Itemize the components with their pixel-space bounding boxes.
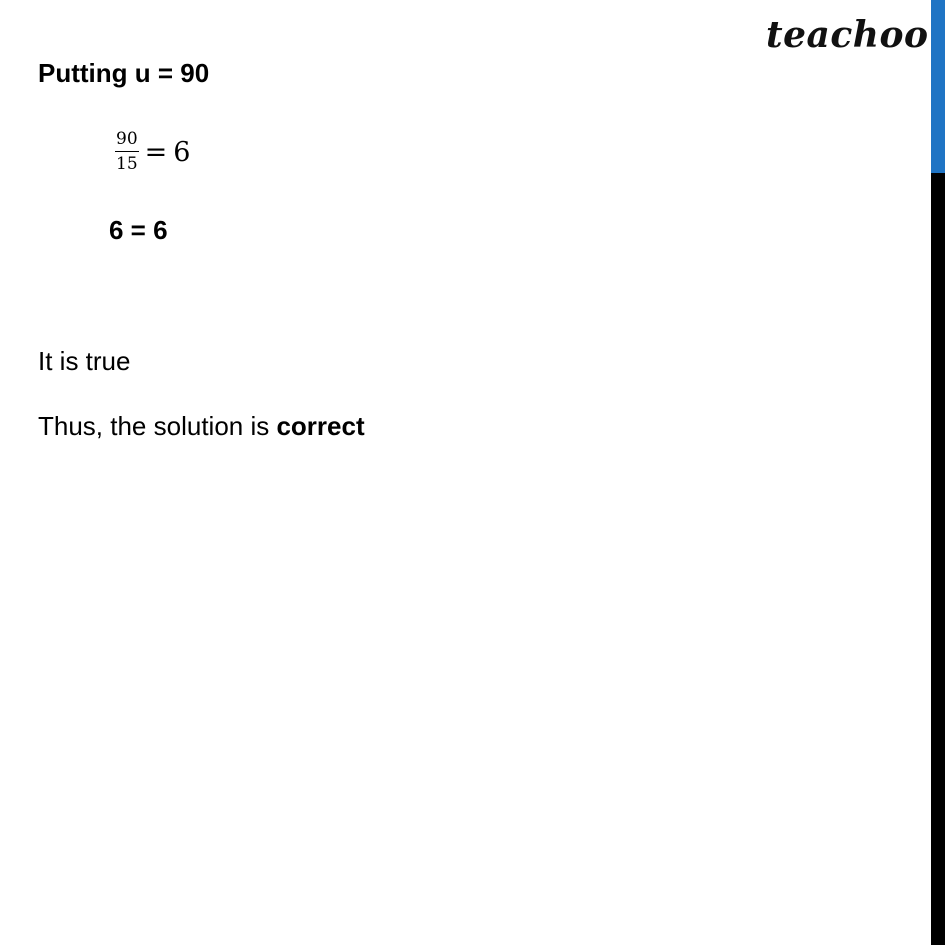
heading-putting-u: Putting u = 90 <box>38 58 210 88</box>
equality-check: 6 = 6 <box>109 215 168 245</box>
fraction-numerator: 90 <box>115 130 139 152</box>
teachoo-logo: teachoo <box>766 14 929 56</box>
equals-sign: = <box>144 136 168 168</box>
fraction-denominator: 15 <box>116 154 138 174</box>
statement-true: It is true <box>38 346 131 376</box>
equation-rhs: 6 <box>173 136 191 168</box>
equation-fraction-row <box>115 130 190 174</box>
conclusion-line <box>38 410 365 442</box>
side-scroll-bar <box>931 0 945 945</box>
fraction <box>115 130 139 174</box>
conclusion-emphasis: correct <box>276 411 365 441</box>
side-bar-accent <box>931 0 945 173</box>
conclusion-prefix: Thus, the solution is <box>38 411 277 441</box>
